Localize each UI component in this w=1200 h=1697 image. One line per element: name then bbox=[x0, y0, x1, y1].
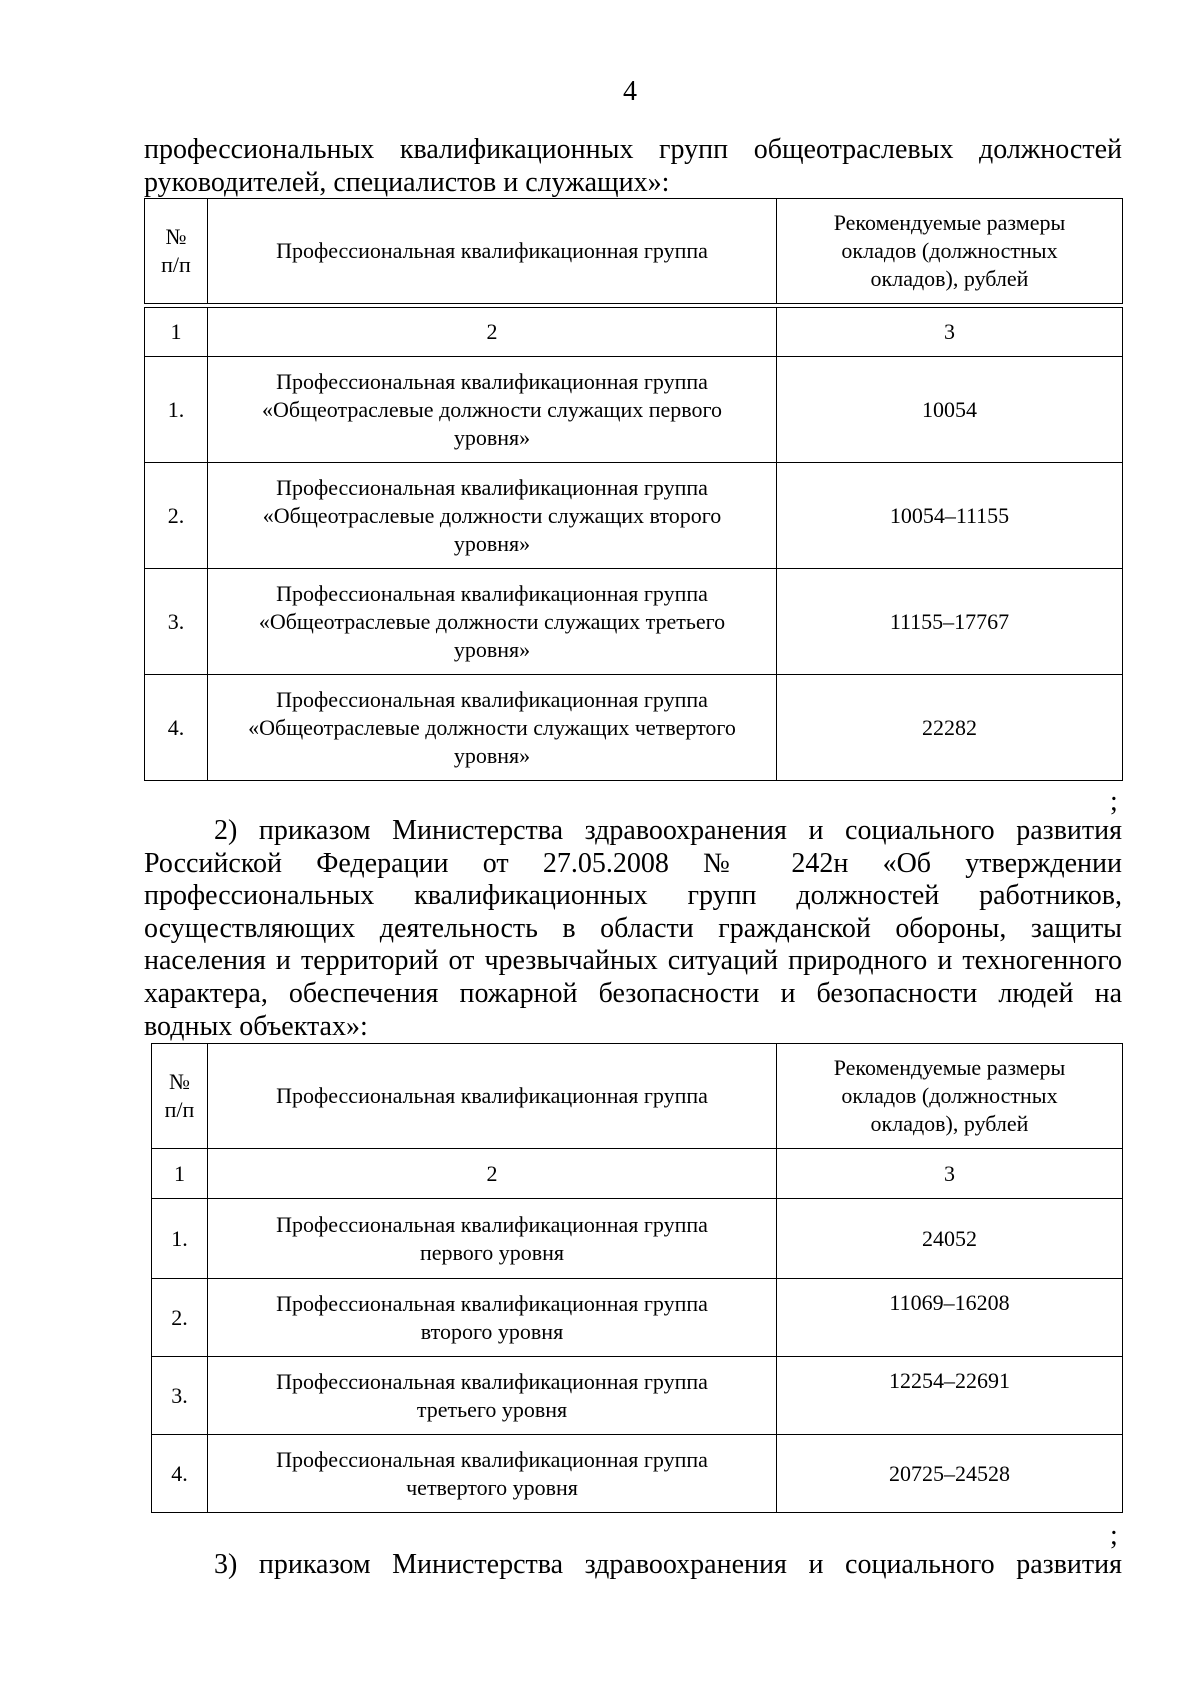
table2-row-group: Профессиональная квалификационная группа четвертого уровня bbox=[208, 1435, 777, 1513]
table2-col-numbers-row bbox=[152, 1149, 1123, 1199]
table-row bbox=[152, 1357, 1123, 1435]
paragraph-2-line: Российской Федерации от 27.05.2008 № 242н «Об утверждении bbox=[144, 847, 1122, 879]
table2-row-group: Профессиональная квалификационная группа третьего уровня bbox=[208, 1357, 777, 1435]
page-number: 4 bbox=[623, 76, 637, 107]
table2-col-number: 1 bbox=[152, 1149, 208, 1199]
paragraph-2-line: характера, обеспечения пожарной безопасности и безопасности людей на bbox=[144, 977, 1122, 1009]
table2-col-number: 2 bbox=[208, 1149, 777, 1199]
table2 bbox=[151, 1043, 1123, 1513]
paragraph-2 bbox=[144, 815, 1122, 1043]
table-row bbox=[145, 357, 1123, 463]
table1-header-num: № п/п bbox=[145, 199, 208, 304]
table1-header bbox=[144, 198, 1123, 304]
table2-header-row bbox=[152, 1044, 1123, 1149]
table2-row-salary: 11069–16208 bbox=[777, 1279, 1123, 1357]
paragraph-3-line: 3) приказом Министерства здравоохранения и социального развития bbox=[214, 1549, 1122, 1580]
table1-row-num: 4. bbox=[145, 675, 208, 781]
table1-body bbox=[144, 307, 1123, 781]
table1-header-group: Профессиональная квалификационная группа bbox=[208, 199, 777, 304]
table1-row-salary: 22282 bbox=[777, 675, 1123, 781]
paragraph-2-line: профессиональных квалификационных групп должностей работников, bbox=[144, 880, 1122, 912]
table1-row-group: Профессиональная квалификационная группа «Общеотраслевые должности служащих второго уровня» bbox=[208, 463, 777, 569]
table2-row-num: 1. bbox=[152, 1199, 208, 1279]
paragraph-3 bbox=[144, 1549, 1122, 1582]
table2-col-number: 3 bbox=[777, 1149, 1123, 1199]
table1-header-salary: Рекомендуемые размеры окладов (должностных окладов), рублей bbox=[777, 199, 1123, 304]
table1-col-number: 1 bbox=[145, 308, 208, 357]
table-row bbox=[152, 1199, 1123, 1279]
table2-row-num: 3. bbox=[152, 1357, 208, 1435]
table1-row-group: Профессиональная квалификационная группа «Общеотраслевые должности служащих первого уровня» bbox=[208, 357, 777, 463]
table-row bbox=[145, 569, 1123, 675]
table-row bbox=[145, 463, 1123, 569]
table2-row-salary: 12254–22691 bbox=[777, 1357, 1123, 1435]
table2-row-group: Профессиональная квалификационная группа первого уровня bbox=[208, 1199, 777, 1279]
paragraph-2-line: осуществляющих деятельность в области гражданской обороны, защиты bbox=[144, 912, 1122, 944]
table1-row-salary: 11155–17767 bbox=[777, 569, 1123, 675]
intro-paragraph bbox=[144, 134, 1122, 199]
table1-row-salary: 10054 bbox=[777, 357, 1123, 463]
paragraph-2-line: 2) приказом Министерства здравоохранения и социального развития bbox=[214, 815, 1122, 846]
paragraph-2-line: населения и территорий от чрезвычайных ситуаций природного и техногенного bbox=[144, 945, 1122, 977]
table1-row-group: Профессиональная квалификационная группа «Общеотраслевые должности служащих третьего уровня» bbox=[208, 569, 777, 675]
table1-row-num: 1. bbox=[145, 357, 208, 463]
table1-row-salary: 10054–11155 bbox=[777, 463, 1123, 569]
table2-header-salary: Рекомендуемые размеры окладов (должностных окладов), рублей bbox=[777, 1044, 1123, 1149]
table2-row-salary: 24052 bbox=[777, 1199, 1123, 1279]
table2-header-num: № п/п bbox=[152, 1044, 208, 1149]
table-row bbox=[145, 675, 1123, 781]
table2-semicolon: ; bbox=[1110, 1520, 1118, 1551]
table2-row-num: 2. bbox=[152, 1279, 208, 1357]
table1-semicolon: ; bbox=[1110, 786, 1118, 817]
table2-header-group: Профессиональная квалификационная группа bbox=[208, 1044, 777, 1149]
table1-row-num: 3. bbox=[145, 569, 208, 675]
table2-row-salary: 20725–24528 bbox=[777, 1435, 1123, 1513]
intro-line: профессиональных квалификационных групп общеотраслевых должностей bbox=[144, 134, 1122, 165]
table-row bbox=[152, 1279, 1123, 1357]
table2-row-num: 4. bbox=[152, 1435, 208, 1513]
table1-row-num: 2. bbox=[145, 463, 208, 569]
intro-line: руководителей, специалистов и служащих»: bbox=[144, 166, 670, 198]
paragraph-2-line: водных объектах»: bbox=[144, 1010, 368, 1042]
table-row bbox=[152, 1435, 1123, 1513]
table1-col-number: 3 bbox=[777, 308, 1123, 357]
table1-col-numbers-row bbox=[145, 308, 1123, 357]
table1-row-group: Профессиональная квалификационная группа «Общеотраслевые должности служащих четвертого уровня» bbox=[208, 675, 777, 781]
table1-col-number: 2 bbox=[208, 308, 777, 357]
table2-row-group: Профессиональная квалификационная группа второго уровня bbox=[208, 1279, 777, 1357]
